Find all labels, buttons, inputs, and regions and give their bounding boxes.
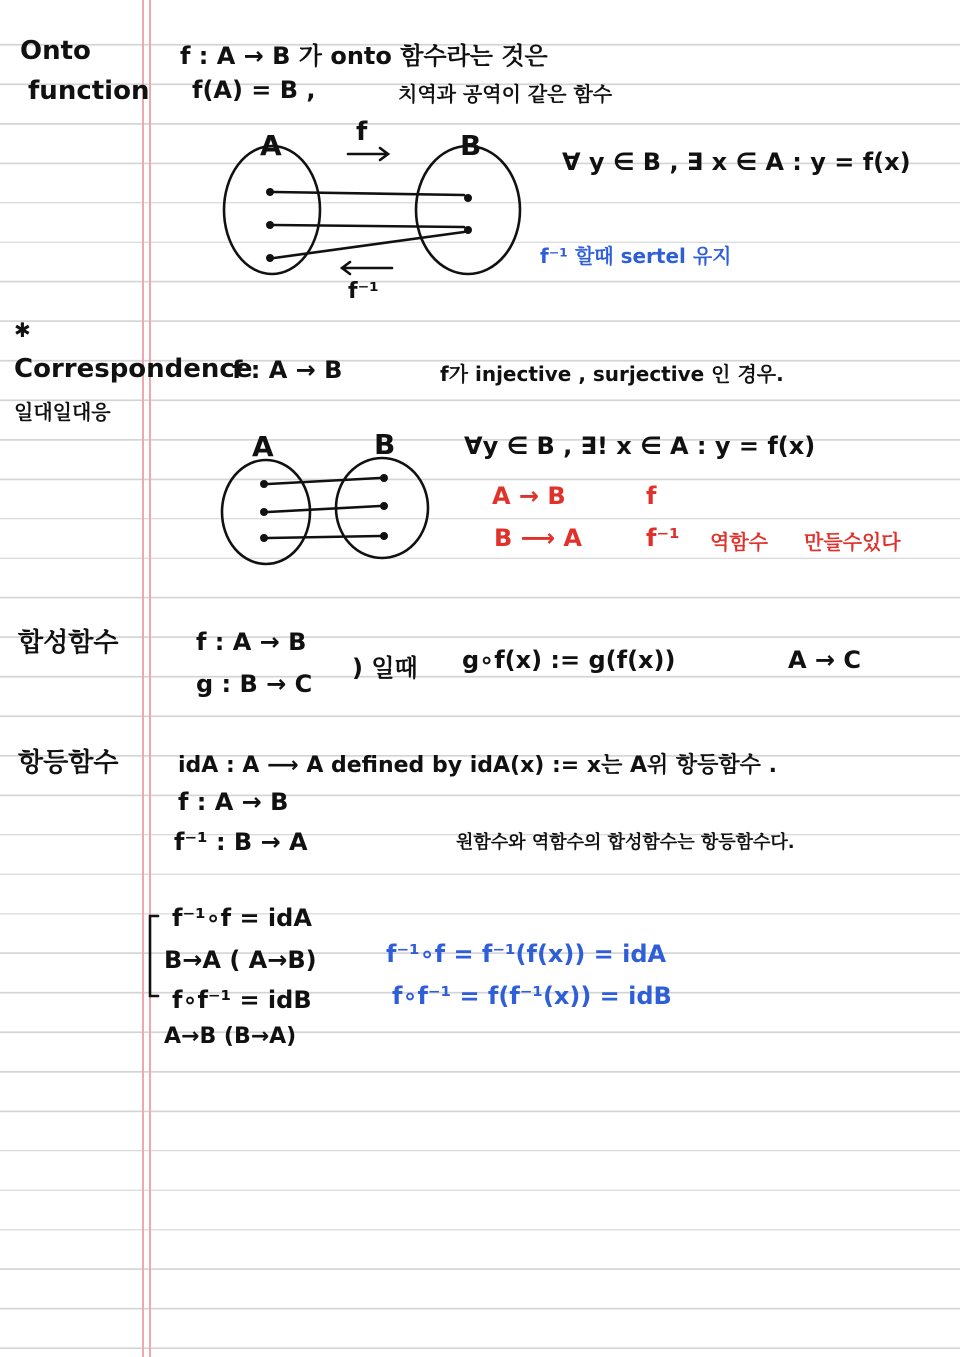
correspondence-forward-map: A → B (492, 482, 566, 510)
composite-formula: g∘f(x) := g(f(x)) (462, 646, 676, 674)
correspondence-inverse-map: B ⟶ A (494, 524, 582, 552)
onto-definition-formula: f(A) = B , (192, 76, 316, 104)
identity-blue-eq1: f⁻¹∘f = f⁻¹(f(x)) = idA (386, 940, 667, 968)
composite-g-line: g : B → C (196, 670, 313, 698)
correspondence-mapping-line (268, 536, 380, 538)
onto-inverse-arrow (342, 262, 392, 274)
identity-eq1-direction: B→A ( A→B) (164, 946, 317, 974)
identity-eq2: f∘f⁻¹ = idB (172, 986, 312, 1014)
onto-forward-arrow (348, 148, 388, 160)
identity-bracket (144, 912, 164, 1002)
identity-title: 항등함수 (18, 748, 119, 778)
identity-eq1: f⁻¹∘f = idA (172, 904, 312, 932)
composite-when: ) 일때 (352, 654, 418, 682)
correspondence-inverse-note: 역함수 (710, 530, 768, 554)
correspondence-forward-function: f (646, 482, 657, 510)
correspondence-condition: f가 injective , surjective 인 경우. (440, 362, 784, 386)
correspondence-inverse-function: f⁻¹ (646, 524, 680, 552)
onto-mapping-line (274, 232, 464, 258)
identity-finv-line: f⁻¹ : B → A (174, 828, 308, 856)
onto-statement: ∀ y ∈ B , ∃ x ∈ A : y = f(x) (562, 148, 911, 176)
onto-title-line2: function (28, 76, 150, 106)
correspondence-subtitle: 일대일대응 (14, 400, 111, 424)
onto-set-b-ellipse (416, 146, 520, 274)
onto-set-b-label: B (460, 129, 482, 162)
onto-title-line1: Onto (20, 36, 91, 66)
correspondence-statement: ∀y ∈ B , ∃! x ∈ A : y = f(x) (464, 432, 816, 460)
correspondence-mapping-line (268, 506, 380, 512)
onto-mapping-diagram (210, 110, 550, 310)
identity-blue-eq2: f∘f⁻¹ = f(f⁻¹(x)) = idB (392, 982, 672, 1010)
identity-definition: idA : A ⟶ A defined by idA(x) := x는 A위 항등함수 . (178, 753, 777, 778)
correspondence-definition: f : A → B (232, 356, 343, 384)
identity-note: 원함수와 역함수의 합성함수는 항등함수다. (456, 832, 795, 853)
onto-forward-label: f (356, 117, 368, 147)
correspondence-set-b-label: B (374, 428, 396, 461)
composite-f-line: f : A → B (196, 628, 307, 656)
onto-set-a-label: A (260, 129, 282, 162)
onto-mapping-line (274, 192, 464, 195)
onto-mapping-line (274, 225, 464, 227)
onto-definition-description: 치역과 공역이 같은 함수 (398, 82, 613, 106)
margin-line-right (149, 0, 151, 1357)
correspondence-mapping-diagram (210, 418, 440, 568)
composite-title: 합성함수 (18, 628, 119, 658)
onto-inverse-note: f⁻¹ 할때 sertel 유지 (540, 244, 732, 268)
onto-definition-line1: f : A → B 가 onto 함수라는 것은 (180, 42, 548, 70)
correspondence-inverse-note2: 만들수있다 (804, 530, 901, 554)
identity-f-line: f : A → B (178, 788, 289, 816)
margin-line-left (142, 0, 144, 1357)
correspondence-star-mark: ✱ (14, 318, 31, 342)
correspondence-set-a-label: A (252, 430, 274, 463)
onto-inverse-label: f⁻¹ (348, 279, 379, 304)
composite-result: A → C (788, 646, 862, 674)
identity-eq2-direction: A→B (B→A) (164, 1024, 297, 1049)
correspondence-mapping-line (268, 478, 380, 484)
correspondence-title: Correspondence (14, 354, 253, 384)
